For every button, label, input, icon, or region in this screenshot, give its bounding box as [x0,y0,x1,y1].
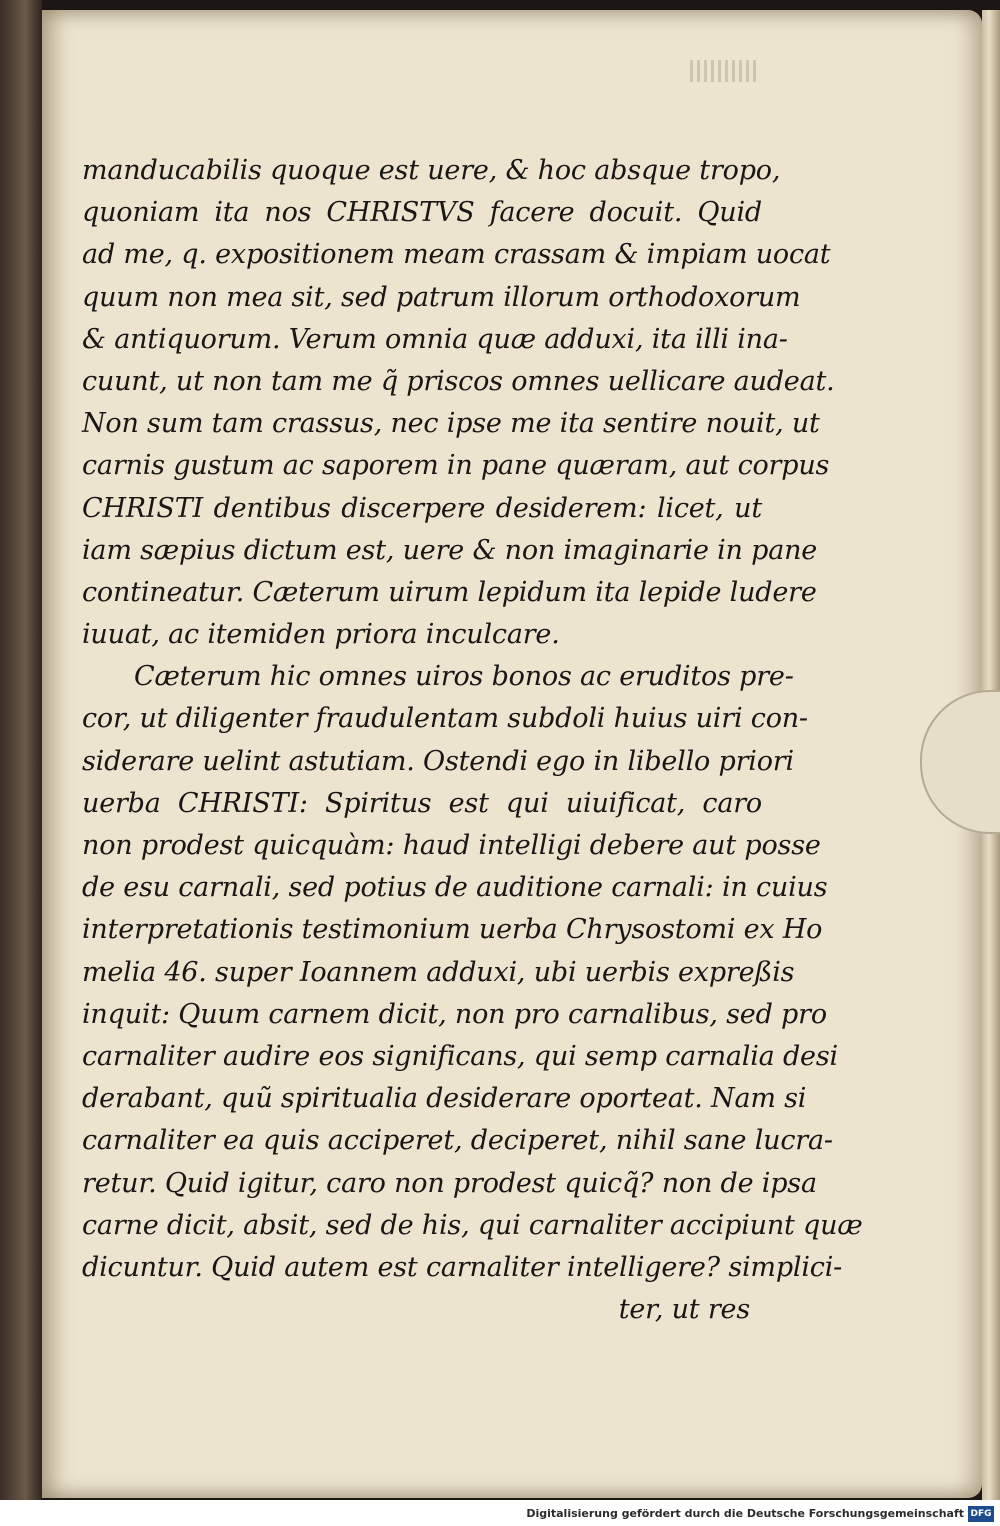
footer-bar [0,1500,1000,1526]
text-line: dicuntur. Quid autem est carnaliter intelligere? simplici- [82,1251,843,1283]
text-line: & antiquorum. Verum omnia quæ adduxi, ita illi ina- [82,323,788,355]
text-line: CHRISTI dentibus discerpere desiderem: licet, ut [82,492,762,524]
text-line: quum non mea sit, sed patrum illorum orthodoxorum [82,281,801,313]
text-line: cuunt, ut non tam me q̃ priscos omnes uellicare audeat. [82,365,835,397]
text-line: carnaliter ea quis acciperet, deciperet, nihil sane lucra- [82,1125,833,1157]
text-line: inquit: Quum carnem dicit, non pro carnalibus, sed pro [82,998,827,1030]
text-line: de esu carnali, sed potius de auditione carnali: in cuius [82,872,828,904]
text-line: quoniam ita nos CHRISTVS facere docuit. Quid [82,197,762,229]
text-line: contineatur. Cæterum uirum lepidum ita lepide ludere [82,576,817,608]
catchword: ter, ut res [618,1294,750,1326]
text-line: iam sæpius dictum est, uere & non imaginarie in pane [82,534,818,566]
text-line: interpretationis testimonium uerba Chrysostomi ex Ho [82,914,823,946]
text-line: non prodest quicquàm: haud intelligi debere aut posse [82,830,821,861]
faint-mark [690,60,760,82]
text-line: iuuat, ac itemiden priora inculcare. [82,619,560,651]
dfg-logo-icon: DFG [968,1506,994,1522]
text-line: cor, ut diligenter fraudulentam subdoli huius uiri con- [82,703,808,735]
text-line: carne dicit, absit, sed de his, qui carnaliter accipiunt quæ [82,1209,863,1241]
funding-credit: Digitalisierung gefördert durch die Deutsche Forschungsgemeinschaft [526,1507,964,1520]
text-line: ad me, q. expositionem meam crassam & impiam uocat [82,239,831,271]
text-line: derabant, quũ spiritualia desiderare oporteat. Nam si [82,1083,807,1115]
text-line: siderare uelint astutiam. Ostendi ego in libello priori [82,745,794,777]
book-binding [0,0,42,1500]
text-line: manducabilis quoque est uere, & hoc absque tropo, [82,155,781,186]
text-line: Cæterum hic omnes uiros bonos ac eruditos pre- [134,661,794,693]
text-line: retur. Quid igitur, caro non prodest quicq̃? non de ipsa [82,1167,817,1199]
text-line: Non sum tam crassus, nec ipse me ita sentire nouit, ut [82,408,820,440]
text-line: melia 46. super Ioannem adduxi, ubi uerbis expreßis [82,956,795,988]
text-line: carnaliter audire eos significans, qui semp carnalia desi [82,1040,838,1072]
body-text [82,150,863,1331]
text-line: carnis gustum ac saporem in pane quæram, aut corpus [82,450,830,482]
text-line: uerba CHRISTI: Spiritus est qui uiuificat, caro [82,787,762,819]
